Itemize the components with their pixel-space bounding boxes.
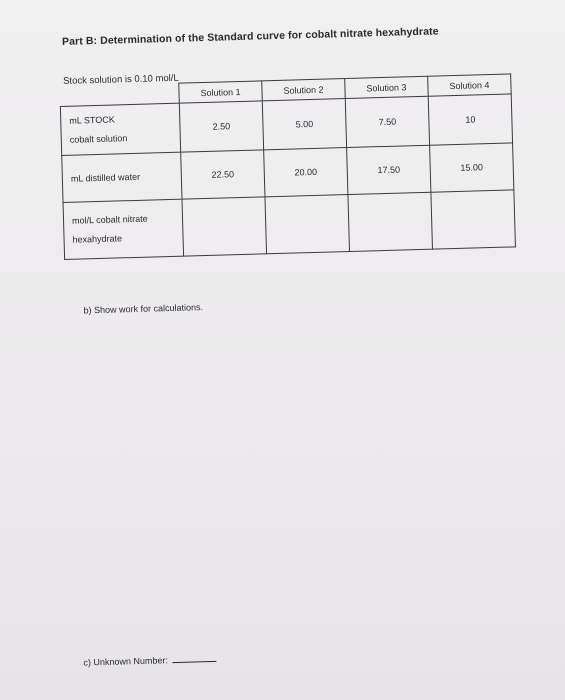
cell-stock-solution-4: 10 <box>428 94 512 145</box>
row-label-line: mol/L cobalt nitrate <box>71 213 148 226</box>
cell-concentration-solution-4[interactable] <box>431 190 516 249</box>
standard-curve-table <box>59 73 516 260</box>
row-label-water <box>62 152 182 202</box>
header-solution-2: Solution 2 <box>262 79 346 101</box>
row-label-line: mL distilled water <box>70 171 141 184</box>
stock-solution-note: Stock solution is 0.10 mol/L <box>63 72 179 87</box>
cell-concentration-solution-1[interactable] <box>182 197 267 256</box>
row-label-concentration <box>63 199 184 259</box>
cell-water-solution-4: 15.00 <box>430 143 514 192</box>
row-label-line: cobalt solution <box>69 133 128 145</box>
header-solution-1: Solution 1 <box>179 81 263 103</box>
cell-stock-solution-3: 7.50 <box>345 96 429 147</box>
cell-concentration-solution-2[interactable] <box>265 195 350 254</box>
question-c <box>83 654 216 668</box>
header-solution-3: Solution 3 <box>345 76 429 98</box>
question-b-prompt: b) Show work for calculations. <box>83 302 204 316</box>
cell-water-solution-1: 22.50 <box>181 150 265 199</box>
row-label-line: mL STOCK <box>69 114 115 126</box>
cell-water-solution-2: 20.00 <box>264 148 348 197</box>
cell-stock-solution-1: 2.50 <box>179 101 263 152</box>
header-solution-4: Solution 4 <box>428 74 512 96</box>
cell-concentration-solution-3[interactable] <box>348 192 433 251</box>
row-label-line: hexahydrate <box>72 233 123 245</box>
row-label-stock <box>60 103 180 155</box>
cell-stock-solution-2: 5.00 <box>262 99 346 150</box>
cell-water-solution-3: 17.50 <box>347 145 431 194</box>
table-row <box>63 190 515 260</box>
question-c-prompt: c) Unknown Number: <box>83 655 169 668</box>
worksheet-title: Part B: Determination of the Standard curve for cobalt nitrate hexahydrate <box>61 25 439 48</box>
unknown-number-blank[interactable] <box>172 661 216 663</box>
